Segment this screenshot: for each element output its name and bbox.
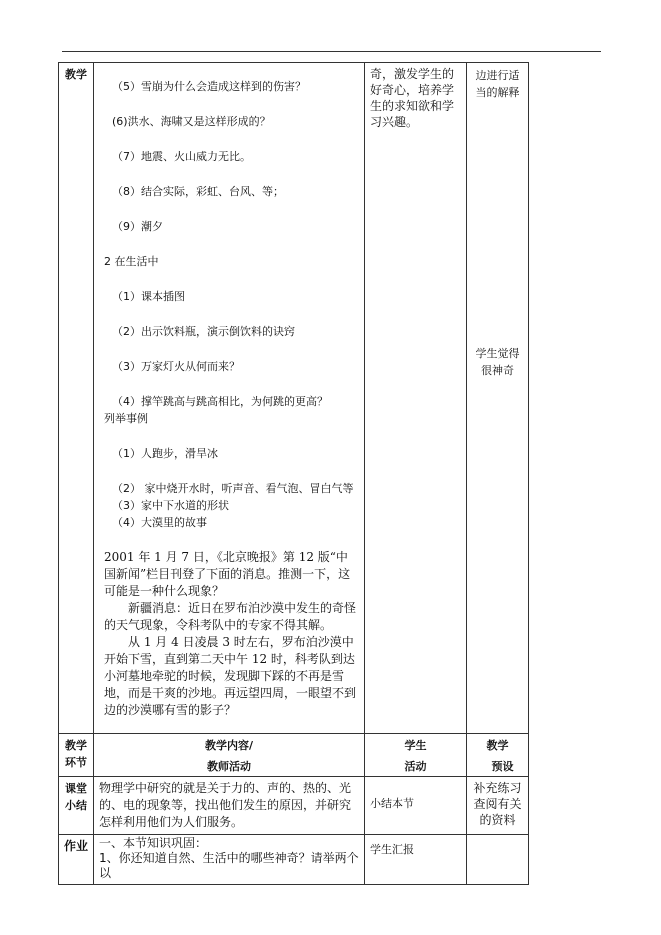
lesson-plan-table	[58, 62, 529, 885]
list-item: （4）撑竿跳高与跳高相比，为何跳的更高？	[112, 395, 328, 408]
design-note: 补充练习查阅有关的资料	[473, 781, 522, 827]
header-label: 活动	[404, 760, 427, 773]
paragraph: 从 1 月 4 日凌晨 3 时左右，罗布泊沙漠中开始下雪，直到第二天中午 12 时，科考队到达小河墓地牵驼的时候，发现脚下踩的不再是雪地，而是干爽的沙地。再远望四周，一眼望不到边的沙漠哪有雪的影子？	[104, 635, 357, 717]
list-item: （3）万家灯火从何而来？	[112, 360, 240, 373]
design-note-mid: 学生觉得很神奇	[475, 347, 520, 377]
list-item: （2）出示饮料瓶，演示倒饮料的诀窍	[112, 325, 295, 338]
header-label: 教学环节	[65, 739, 87, 769]
subheading: 列举事例	[104, 412, 148, 425]
list-item: （2） 家中烧开水时，听声音、看气泡、冒白气等	[112, 482, 354, 495]
content-cell	[94, 63, 365, 734]
header-cell-content	[94, 734, 365, 777]
table-row	[59, 777, 529, 835]
list-item: （9）潮夕	[112, 220, 163, 233]
subheading: 2 在生活中	[104, 255, 159, 268]
section-cell	[59, 835, 94, 885]
list-item: （1）人跑步，滑旱冰	[112, 447, 218, 460]
list-item: （5）雪崩为什么会造成这样到的伤害？	[112, 80, 306, 93]
student-activity-cell	[365, 777, 467, 835]
content-cell	[94, 777, 365, 835]
design-cell	[467, 63, 529, 734]
table-row	[59, 63, 529, 734]
header-label: 预设	[491, 760, 514, 773]
design-cell	[467, 835, 529, 885]
summary-text: 物理学中研究的就是关于力的、声的、热的、光的、电的现象等，找出他们发生的原因，并研究怎样利用他们为人们服务。	[99, 781, 352, 829]
header-label: 教学内容/	[204, 739, 254, 752]
homework-line: 一、本节知识巩固：	[99, 836, 208, 850]
content-cell	[94, 835, 365, 885]
section-label: 作业	[64, 839, 89, 853]
student-activity-cell	[365, 63, 467, 734]
section-cell	[59, 63, 94, 734]
list-item: （7）地震、火山威力无比。	[112, 150, 251, 163]
student-activity-text: 奇，激发学生的好奇心，培养学生的求知欲和学习兴趣。	[370, 67, 455, 129]
header-cell-section	[59, 734, 94, 777]
paragraph: 新疆消息：近日在罗布泊沙漠中发生的奇怪的天气现象，令科考队中的专家不得其解。	[104, 601, 357, 632]
header-label: 学生	[404, 739, 427, 752]
header-rule	[62, 51, 601, 52]
section-cell	[59, 777, 94, 835]
table-row	[59, 835, 529, 885]
list-item: （3）家中下水道的形状	[112, 499, 229, 512]
student-activity-cell	[365, 835, 467, 885]
student-activity-text: 学生汇报	[370, 843, 414, 856]
list-item: (6)洪水、海啸又是这样形成的？	[112, 115, 271, 128]
paragraph: 2001 年 1 月 7 日，《北京晚报》第 12 版“中国新闻”栏目刊登了下面的消息。推测一下，这可能是一种什么现象？	[104, 550, 351, 598]
section-label: 教学	[65, 68, 87, 81]
design-note	[467, 835, 528, 841]
header-cell-design	[467, 734, 529, 777]
list-item: （4）大漠里的故事	[112, 516, 207, 529]
list-item: （1）课本插图	[112, 290, 185, 303]
section-label: 课堂小结	[65, 782, 87, 812]
header-label: 教师活动	[207, 760, 251, 773]
header-label: 教学	[486, 739, 509, 752]
student-activity-text: 小结本节	[370, 797, 414, 810]
design-cell	[467, 777, 529, 835]
header-cell-activity	[365, 734, 467, 777]
list-item: （8）结合实际，彩虹、台风、等；	[112, 185, 284, 198]
homework-line: 1、你还知道自然、生活中的哪些神奇？请举两个以	[99, 851, 359, 880]
table-row	[59, 734, 529, 777]
design-note-top: 边进行适当的解释	[475, 69, 520, 99]
